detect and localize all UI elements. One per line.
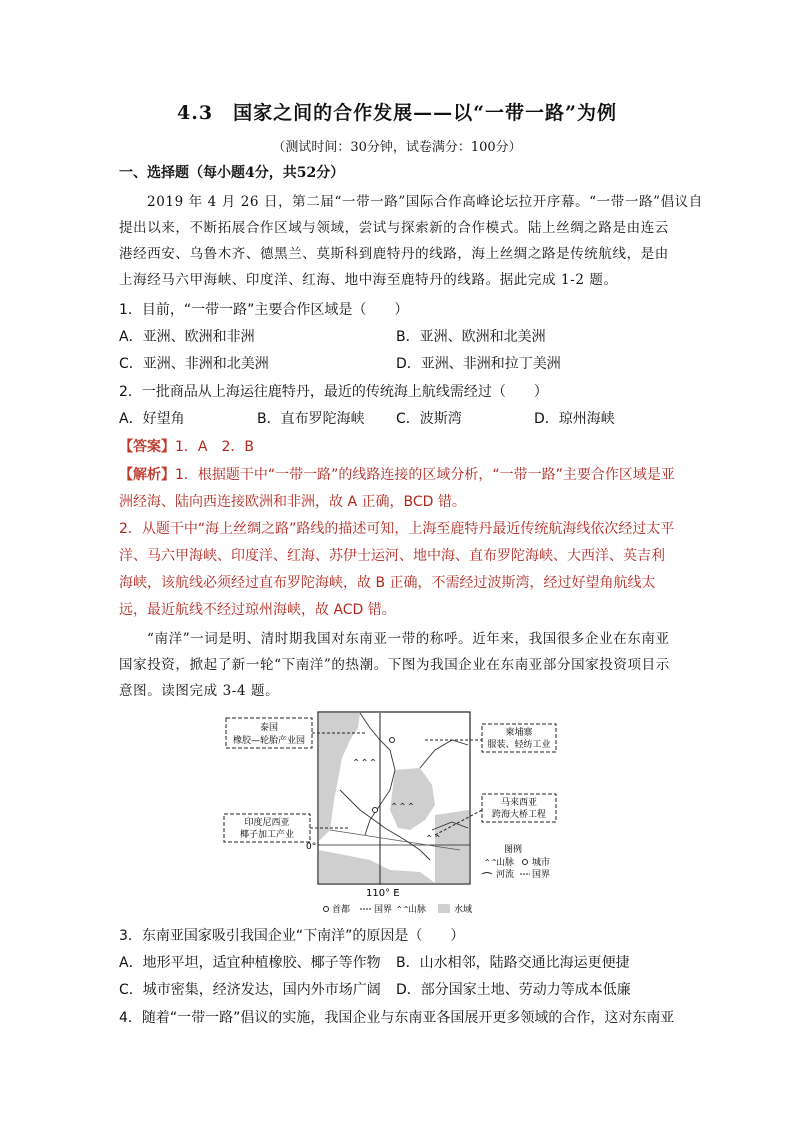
passage1-line: 提出以来，不断拓展合作区域与领域，尝试与探索新的合作模式。陆上丝绸之路是由连云 xyxy=(119,220,669,236)
question-2-option-b: B．直布罗陀海峡 xyxy=(257,411,365,427)
legend-river-symbol xyxy=(482,873,492,875)
legend-river-label: 河流 xyxy=(496,870,515,880)
question-2-option-d: D．琼州海峡 xyxy=(534,411,615,427)
analysis-line: 海峡，该航线必须经过直布罗陀海峡，故 B 正确，不需经过波斯湾，经过好望角航线太 xyxy=(119,575,656,591)
question-2-option-a: A．好望角 xyxy=(119,411,185,427)
passage2-line: “南洋”一词是明、清时期我国对东南亚一带的称呼。近年来，我国很多企业在东南亚 xyxy=(147,631,670,647)
analysis-line: 洲经海、陆向西连接欧洲和非洲，故 A 正确，BCD 错。 xyxy=(119,494,466,510)
passage1-line: 2019 年 4 月 26 日，第二届“一带一路”国际合作高峰论坛拉开序幕。“一带一路”倡议自 xyxy=(147,194,703,210)
legend-mountain-symbol: ⌃⌃ xyxy=(484,858,498,867)
meridian-label: 110° E xyxy=(366,888,400,899)
analysis-line: 洋、马六甲海峡、印度洋、红海、苏伊士运河、地中海、直布罗陀海峡、大西洋、英吉利 xyxy=(119,548,665,564)
box-malaysia-detail: 跨海大桥工程 xyxy=(491,810,547,820)
analysis-row xyxy=(119,465,675,485)
equator-label: 0° xyxy=(306,842,317,852)
footer-mountain-symbol: ⌃⌃ xyxy=(396,905,410,914)
answer-row xyxy=(119,437,254,457)
answer-label: 【答案】 xyxy=(119,439,175,455)
legend-city-label: 城市 xyxy=(532,858,551,868)
passage1-line: 港经西安、乌鲁木齐、德黑兰、莫斯科到鹿特丹的线路，海上丝绸之路是传统航线，是由 xyxy=(119,246,669,262)
analysis-line: 2．从题干中“海上丝绸之路”路线的描述可知，上海至鹿特丹最近传统航海线依次经过太平 xyxy=(119,521,675,537)
passage2-line: 国家投资，掀起了新一轮“下南洋”的热潮。下图为我国企业在东南亚部分国家投资项目示 xyxy=(119,657,670,673)
footer-border-label: 国界 xyxy=(374,905,393,915)
question-1-option-b: B．亚洲、欧洲和北美洲 xyxy=(396,329,546,345)
passage2-line: 意图。读图完成 3-4 题。 xyxy=(119,683,280,699)
footer-capital-symbol xyxy=(324,907,329,912)
box-malaysia-title: 马来西亚 xyxy=(500,798,538,808)
mountain-symbol: ⌃⌃ xyxy=(425,834,442,845)
question-1-option-a: A．亚洲、欧洲和非洲 xyxy=(119,329,255,345)
southeast-asia-map xyxy=(220,710,580,920)
box-thailand-title: 泰国 xyxy=(259,723,279,733)
question-1-option-c: C．亚洲、非洲和北美洲 xyxy=(119,356,269,372)
box-cambodia-title: 柬埔寨 xyxy=(505,728,533,738)
question-3-option-c: C．城市密集，经济发达，国内外市场广阔 xyxy=(119,982,381,998)
box-thailand-detail: 橡胶—轮胎产业园 xyxy=(232,736,306,746)
legend-title: 图例 xyxy=(504,845,523,855)
question-3-option-a: A．地形平坦，适宜种植橡胶、椰子等作物 xyxy=(119,955,381,971)
capital-marker xyxy=(390,738,395,743)
map-legend xyxy=(482,843,550,880)
passage1-line: 上海经马六甲海峡、印度洋、红海、地中海至鹿特丹的线路。据此完成 1-2 题。 xyxy=(119,272,618,288)
box-indonesia-title: 印度尼西亚 xyxy=(244,818,290,828)
question-1-stem: 1．目前，“一带一路”主要合作区域是（ ） xyxy=(119,302,409,318)
analysis-line: 远，最近航线不经过琼州海峡，故 ACD 错。 xyxy=(119,602,396,618)
box-cambodia-detail: 服装、轻纺工业 xyxy=(487,740,551,750)
legend-mountain-label: 山脉 xyxy=(496,858,515,868)
question-3-option-b: B．山水相邻，陆路交通比海运更便捷 xyxy=(396,955,630,971)
map-footer-legend xyxy=(324,903,473,915)
box-indonesia-detail: 椰子加工产业 xyxy=(239,830,295,840)
section-heading: 一、选择题（每小题4分，共52分） xyxy=(119,165,345,181)
legend-border-label: 国界 xyxy=(532,870,551,880)
question-4-stem: 4．随着“一带一路”倡议的实施，我国企业与东南亚各国展开更多领域的合作，这对东南亚 xyxy=(119,1010,675,1026)
question-3-stem: 3．东南亚国家吸引我国企业“下南洋”的原因是（ ） xyxy=(119,928,465,944)
page-subtitle: （测试时间：30分钟，试卷满分：100分） xyxy=(272,140,522,155)
legend-city-symbol xyxy=(523,860,528,865)
analysis-label: 【解析】 xyxy=(119,467,175,483)
water-east xyxy=(435,810,469,883)
question-2-stem: 2．一批商品从上海运往鹿特丹，最近的传统海上航线需经过（ ） xyxy=(119,384,548,400)
mountain-symbol: ⌃⌃⌃ xyxy=(390,802,416,813)
capital-marker xyxy=(373,808,378,813)
footer-mountain-label: 山脉 xyxy=(408,905,427,915)
footer-water-swatch xyxy=(438,904,450,913)
question-2-option-c: C．波斯湾 xyxy=(396,411,462,427)
page-title: 4.3 国家之间的合作发展——以“一带一路”为例 xyxy=(177,102,617,124)
answer-text: 1．A 2．B xyxy=(175,439,254,455)
question-1-option-d: D．亚洲、非洲和拉丁美洲 xyxy=(396,356,561,372)
footer-capital-label: 首都 xyxy=(332,905,351,915)
analysis-line: 1．根据题干中“一带一路”的线路连接的区域分析，“一带一路”主要合作区域是亚 xyxy=(175,467,675,483)
mountain-symbol: ⌃⌃⌃ xyxy=(352,758,378,769)
footer-water-label: 水域 xyxy=(454,905,473,915)
question-3-option-d: D．部分国家土地、劳动力等成本低廉 xyxy=(396,982,631,998)
map-figure xyxy=(220,710,580,920)
